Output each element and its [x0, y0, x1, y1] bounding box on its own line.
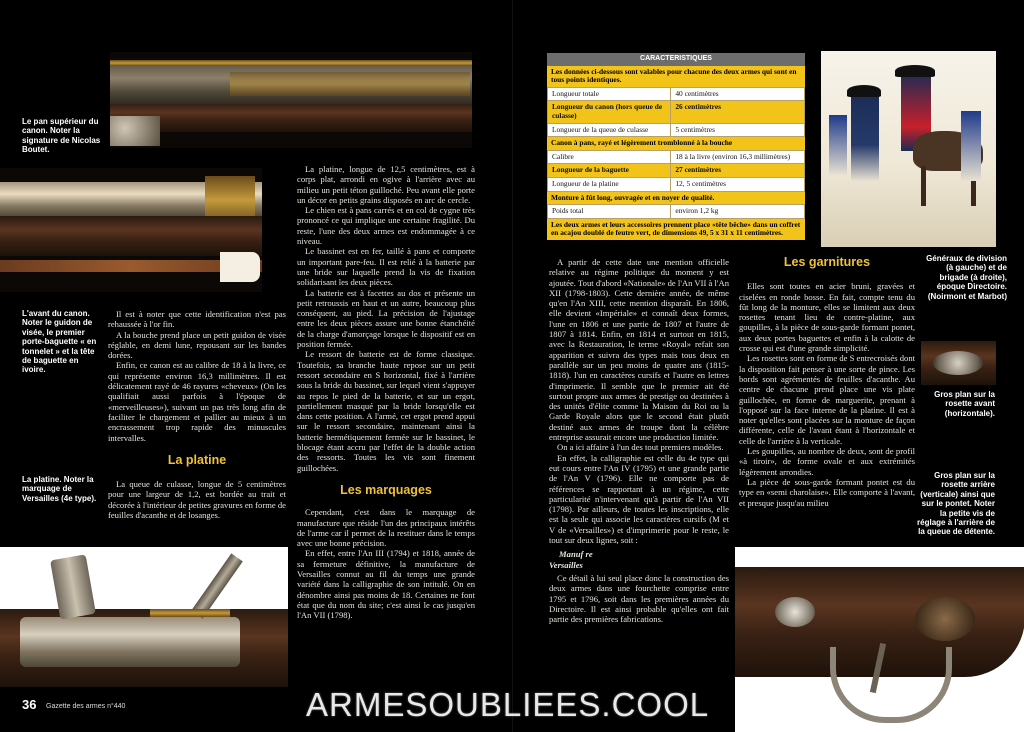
table-value: 5 centimètres: [671, 123, 805, 137]
characteristics-table: [547, 53, 805, 240]
table-value: 12, 5 centimètres: [671, 177, 805, 191]
table-key: Longueur de la baguette: [548, 164, 671, 178]
col1-paragraph: Il est à noter que cette identification n'est pas rehaussée à l'or fin.: [108, 309, 286, 330]
table-value: 27 centimètres: [671, 164, 805, 178]
caption-rosette-arriere: Gros plan sur la rosette arrière (verticale) ainsi que sur le pontet. Noter la petite vis de réglage à l'arrière de la queue de détente.: [917, 471, 995, 537]
table-row: [548, 205, 805, 219]
col3-paragraph: En effet, la calligraphie est celle du 4e type qui eut cours entre l'An IV (1795) et une grande partie de l'An V (1796). Elle ne comporte pas de références se rapportant à un régime, cette particularité n'intervenant qu'à partir de l'An VII (1798). Par ailleurs, de toutes les inscriptions, elle est la seule qui associe les caractères cursifs (M et V de «Versailles») et d'imprimerie pour le reste, le tout sur deux lignes, soit :: [549, 452, 729, 546]
col2-paragraph: Le ressort de batterie est de forme classique. Toutefois, sa branche haute repose sur un petit ressort secondaire en S horizontal, fixé à l'arrière sous la bride du bassinet, sur lequel vient s'appuyer au repos le pied de la batterie, et sur un ergot, partiellement masqué par la bride lorsqu'elle est dans cette position. A l'armé, cet ergot prend appui sur le ressort secondaire, maintenant ainsi la batterie hermétiquement fermée sur le bassinet, le blocage étant accru par l'effet de la double action des ressorts. Toutes les vis sont finement guillochées.: [297, 349, 475, 473]
table-key: Longueur totale: [548, 87, 671, 101]
col1-paragraph: La queue de culasse, longue de 5 centimètres pour une largeur de 1,2, est bordée au trait et décorée à l'intérieur de petites gravures en forme de feuilles d'acanthe et de losanges.: [108, 479, 286, 521]
table-row: [548, 87, 805, 101]
table-key: Longueur de la platine: [548, 177, 671, 191]
col1-paragraph: Enfin, ce canon est au calibre de 18 à la livre, ce qui représente environ 16,3 millimètres. Il est délicatement rayé de 46 rayures «cheveux» (On les qualifiait aussi parfois à l'époque de «merveilleuses»), suivant un pas très long afin de faciliter le chargement et pallier au mieux à un encrassement trop rapide des minuscules intervalles.: [108, 360, 286, 443]
table-row: [548, 164, 805, 178]
col2-paragraph: La batterie est à facettes au dos et présente un petit retroussis en haut et un autre, beaucoup plus conséquent, au pied. La précision de l'ajustage entre les deux pièces assure une bonne étanchéité de la charge d'amorçage lorsque le dispositif est en position fermée.: [297, 287, 475, 350]
col3-paragraph: On a ici affaire à l'un des tout premiers modèles.: [557, 442, 724, 453]
col4-paragraph: Elles sont toutes en acier bruni, gravées et ciselées en ronde bosse. En fait, compte tenu du fût long de la monture, elles se limitent aux deux rosettes tenant lieu de contre-platine, aux goupilles, à la pièce de sous-garde formant pontet, aux deux portes baguettes et enfin à la calotte de crosse qui est d'une grande simplicité.: [739, 281, 915, 354]
barrel-top-photo: [110, 52, 472, 148]
table-key: Calibre: [548, 150, 671, 164]
text-column-4: [739, 257, 915, 508]
col4-paragraph: Les goupilles, au nombre de deux, sont de profil «à tiroir», de forme ovale et aux extrémités légèrement arrondies.: [739, 446, 915, 477]
caption-generals: Généraux de division (à gauche) et de brigade (à droite), époque Directoire. (Noirmont et Marbot): [926, 254, 1007, 301]
col1-paragraph: A la bouche prend place un petit guidon de visée réglable, en demi lune, repousant sur les bandes dorées.: [108, 329, 286, 361]
table-footer: Les deux armes et leurs accessoires prennent place «tête bêche» dans un coffret en acajou doublé de feutre vert, de dimensions 49, 5 x 31 x 11 centimètres.: [547, 219, 805, 240]
col2-paragraph: La platine, longue de 12,5 centimètres, est à corps plat, arrondi en ogive à l'arrière avec au milieu un petit téton guilloché. Peu avant elle porte un décor en petits grains disposés en arc de cercle.: [297, 164, 475, 205]
table-row: [548, 177, 805, 191]
heading-platine: La platine: [167, 452, 227, 467]
caption-top-left: Le pan supérieur du canon. Noter la signature de Nicolas Boutet.: [22, 117, 101, 155]
col2-paragraph: Le chien est à pans carrés et en col de cygne très prononcé ce qui implique une certaine fragilité. Du reste, l'une des deux armes est endommagée à ce niveau.: [297, 205, 475, 247]
col4-paragraph: La pièce de sous-garde formant pontet est du type en «semi charolaise». Elle comporte à l'avant, et presque jusqu'au milieu: [739, 476, 915, 508]
heading-garnitures: Les garnitures: [783, 255, 871, 269]
col3-paragraph: A partir de cette date une mention officielle relative au régime politique du moment y est ajoutée. Tout d'abord «Nationale» de l'An VII à l'An XII (1798-1803). Cette dernière année, de même qu'en l'An XIII, cette mention disparaît. En 1806, elle devient «Impériale» et connaît deux formes, l'une en 1806 et une partie de 1807 et l'autre de 1807 à 1814. Enfin, en 1814 et surtout en 1815, avec la Restauration, le terme «Royal» refait son apparition et suivra des types mais tous deux en parallèle sur un peu moins de quatre ans (1815-1818). l'un en caractères cursifs et l'autre en lettres d'imprimerie. Il semble que le premier ait été surtout propre aux armes de prestige ou destinées à des unités d'élite comme la Maison du Roi ou la Garde Royale alors que le second était plutôt destiné aux armes de troupe dont la célèbre entreprise assurait encore une production limitée.: [549, 257, 729, 443]
generals-painting: [821, 51, 996, 247]
table-row: [548, 123, 805, 137]
lock-photo: [0, 547, 288, 687]
col3-paragraph: Ce détail à lui seul place donc la construction des deux armes dans une fourchette comprise entre 1795 et 1796, soit dans les premières années du Directoire. Il est ainsi probable qu'elles ont fait partie des premières fabrications.: [549, 572, 729, 625]
text-column-1: [108, 309, 286, 520]
text-column-3: [549, 257, 729, 624]
caption-mid-left: L'avant du canon. Noter le guidon de visée, le premier porte-baguette « en tonnelet » et la tête de baguette en ivoire.: [22, 309, 97, 375]
muzzle-photo: [0, 168, 262, 292]
watermark: ARMESOUBLIEES.COOL: [306, 686, 710, 723]
table-value: 18 à la livre (environ 16,3 millimètres): [671, 150, 805, 164]
col4-paragraph: Les rosettes sont en forme de S entrecroisés dont la disposition fait penser à une sorte de pince. Les bords sont agrémentés de feuilles d'acanthe. Au centre de chacune prend place une vis plate guillochée, en forme de marguerite, prenant à l'opposé sur la face interne de la platine. Il est à noter qu'elles sont placées sur la monture de façon différente, celle de l'avant étant à l'horizontale et celle de l'arrière à la verticale.: [739, 353, 916, 446]
table-value: 26 centimètres: [671, 101, 805, 123]
table-key: Poids total: [548, 205, 671, 219]
table-band: Canon à pans, rayé et légèrement tromblonné à la bouche: [547, 137, 805, 150]
marking-line-1: Manuf re: [559, 549, 593, 560]
table-row: [548, 150, 805, 164]
caption-platine-left: La platine. Noter la marquage de Versailles (4e type).: [22, 475, 97, 503]
table-value: 40 centimètres: [671, 87, 805, 101]
table-header: CARACTERISTIQUES: [547, 53, 805, 66]
col2-paragraph: Le bassinet est en fer, taillé à pans et comporte un important pare-feu. Il est relié à la batterie par une bride sur laquelle prend la vis de fixation solidarisant les deux pièces.: [297, 246, 475, 288]
rosette-avant-photo: [921, 341, 996, 385]
page-number: 36: [22, 697, 37, 712]
table-band: Monture à fût long, ouvragée et en noyer de qualité.: [547, 192, 805, 205]
col2-paragraph: Cependant, c'est dans le marquage de manufacture que réside l'un des principaux intérêts de l'arme car il permet de la restituer dans le temps avec une bonne précision.: [297, 507, 475, 549]
marking-line-2: Versailles: [549, 559, 583, 570]
publication-name: Gazette des armes n°440: [46, 703, 126, 710]
table-key: Longueur de la queue de culasse: [548, 123, 671, 137]
table-key: Longueur du canon (hors queue de culasse): [548, 101, 671, 123]
col2-paragraph: En effet, entre l'An III (1794) et 1818, année de sa fermeture définitive, la manufacture de Versailles connut au fil du temps une grande variété dans la calligraphie de son intitulé. On en dénombre ainsi pas moins de 18. Certaines ne font état que du nom du site; c'est ainsi le cas jusqu'en l'An VII (1798).: [297, 548, 475, 621]
heading-marquages: Les marquages: [340, 482, 432, 497]
caption-rosette-avant: Gros plan sur la rosette avant (horizontale).: [934, 390, 995, 418]
trigger-guard-photo: [735, 547, 1024, 732]
table-value: environ 1,2 kg: [671, 205, 805, 219]
table-intro: Les données ci-dessous sont valables pour chacune des deux armes qui sont en tous points identiques.: [547, 66, 805, 87]
text-column-2: [297, 164, 475, 620]
table-row: [548, 101, 805, 123]
